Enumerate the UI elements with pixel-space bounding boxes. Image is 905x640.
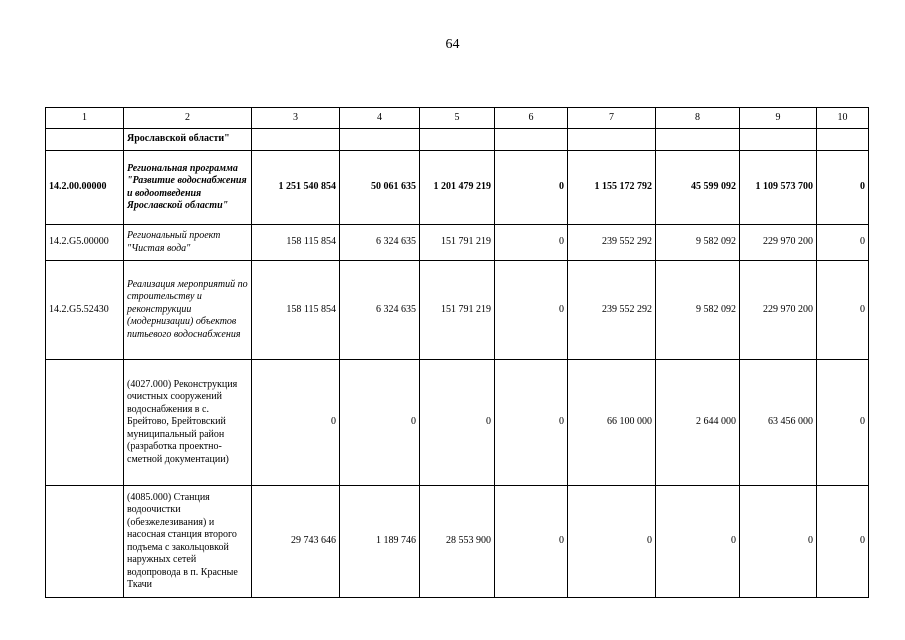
column-number: 8	[656, 108, 740, 129]
row-code	[46, 486, 124, 598]
value-cell: 0	[817, 151, 869, 225]
column-number-row	[46, 108, 869, 129]
value-cell: 151 791 219	[420, 225, 495, 261]
row-name: (4085.000) Станция водоочистки (обезжелезивания) и насосная станция второго подъема с закольцовкой наружных сетей водопровода в п. Красные Ткачи	[124, 486, 252, 598]
value-cell: 1 155 172 792	[568, 151, 656, 225]
value-cell	[817, 129, 869, 151]
column-number: 5	[420, 108, 495, 129]
column-number: 3	[252, 108, 340, 129]
value-cell: 29 743 646	[252, 486, 340, 598]
row-name: Ярославской области"	[124, 129, 252, 151]
value-cell: 66 100 000	[568, 360, 656, 486]
value-cell	[656, 129, 740, 151]
column-number: 10	[817, 108, 869, 129]
value-cell: 0	[495, 360, 568, 486]
page-number: 64	[445, 37, 460, 52]
value-cell: 6 324 635	[340, 225, 420, 261]
column-number: 6	[495, 108, 568, 129]
value-cell: 0	[495, 151, 568, 225]
row-code: 14.2.G5.00000	[46, 225, 124, 261]
value-cell: 28 553 900	[420, 486, 495, 598]
column-number: 4	[340, 108, 420, 129]
value-cell: 50 061 635	[340, 151, 420, 225]
row-name: (4027.000) Реконструкция очистных сооружений водоснабжения в с. Брейтово, Брейтовский муниципальный район (разработка проектно-сметной документации)	[124, 360, 252, 486]
value-cell: 151 791 219	[420, 261, 495, 360]
value-cell: 1 189 746	[340, 486, 420, 598]
value-cell: 0	[817, 261, 869, 360]
value-cell: 239 552 292	[568, 261, 656, 360]
row-code: 14.2.G5.52430	[46, 261, 124, 360]
table-row	[46, 151, 869, 225]
row-name: Региональный проект "Чистая вода"	[124, 225, 252, 261]
value-cell: 0	[568, 486, 656, 598]
value-cell: 1 109 573 700	[740, 151, 817, 225]
value-cell	[495, 129, 568, 151]
value-cell: 0	[340, 360, 420, 486]
value-cell: 1 251 540 854	[252, 151, 340, 225]
value-cell: 1 201 479 219	[420, 151, 495, 225]
column-number: 7	[568, 108, 656, 129]
value-cell: 0	[817, 225, 869, 261]
value-cell	[252, 129, 340, 151]
value-cell: 0	[495, 486, 568, 598]
value-cell: 0	[495, 261, 568, 360]
value-cell: 239 552 292	[568, 225, 656, 261]
value-cell: 0	[252, 360, 340, 486]
row-code: 14.2.00.00000	[46, 151, 124, 225]
row-code	[46, 360, 124, 486]
table-row	[46, 360, 869, 486]
value-cell: 2 644 000	[656, 360, 740, 486]
value-cell: 158 115 854	[252, 261, 340, 360]
column-number: 2	[124, 108, 252, 129]
value-cell	[740, 129, 817, 151]
value-cell	[340, 129, 420, 151]
value-cell: 0	[817, 486, 869, 598]
row-name: Региональная программа "Развитие водоснабжения и водоотведения Ярославской области"	[124, 151, 252, 225]
value-cell: 229 970 200	[740, 225, 817, 261]
value-cell: 6 324 635	[340, 261, 420, 360]
table-row	[46, 486, 869, 598]
value-cell: 0	[817, 360, 869, 486]
row-code	[46, 129, 124, 151]
value-cell: 229 970 200	[740, 261, 817, 360]
table-row	[46, 261, 869, 360]
value-cell: 0	[740, 486, 817, 598]
value-cell: 63 456 000	[740, 360, 817, 486]
value-cell	[568, 129, 656, 151]
value-cell	[420, 129, 495, 151]
row-name: Реализация мероприятий по строительству и реконструкции (модернизации) объектов питьевого водоснабжения	[124, 261, 252, 360]
budget-table	[45, 107, 869, 598]
column-number: 9	[740, 108, 817, 129]
value-cell: 45 599 092	[656, 151, 740, 225]
table-row	[46, 225, 869, 261]
value-cell: 0	[495, 225, 568, 261]
value-cell: 0	[420, 360, 495, 486]
value-cell: 9 582 092	[656, 261, 740, 360]
value-cell: 158 115 854	[252, 225, 340, 261]
column-number: 1	[46, 108, 124, 129]
value-cell: 9 582 092	[656, 225, 740, 261]
value-cell: 0	[656, 486, 740, 598]
table-row	[46, 129, 869, 151]
